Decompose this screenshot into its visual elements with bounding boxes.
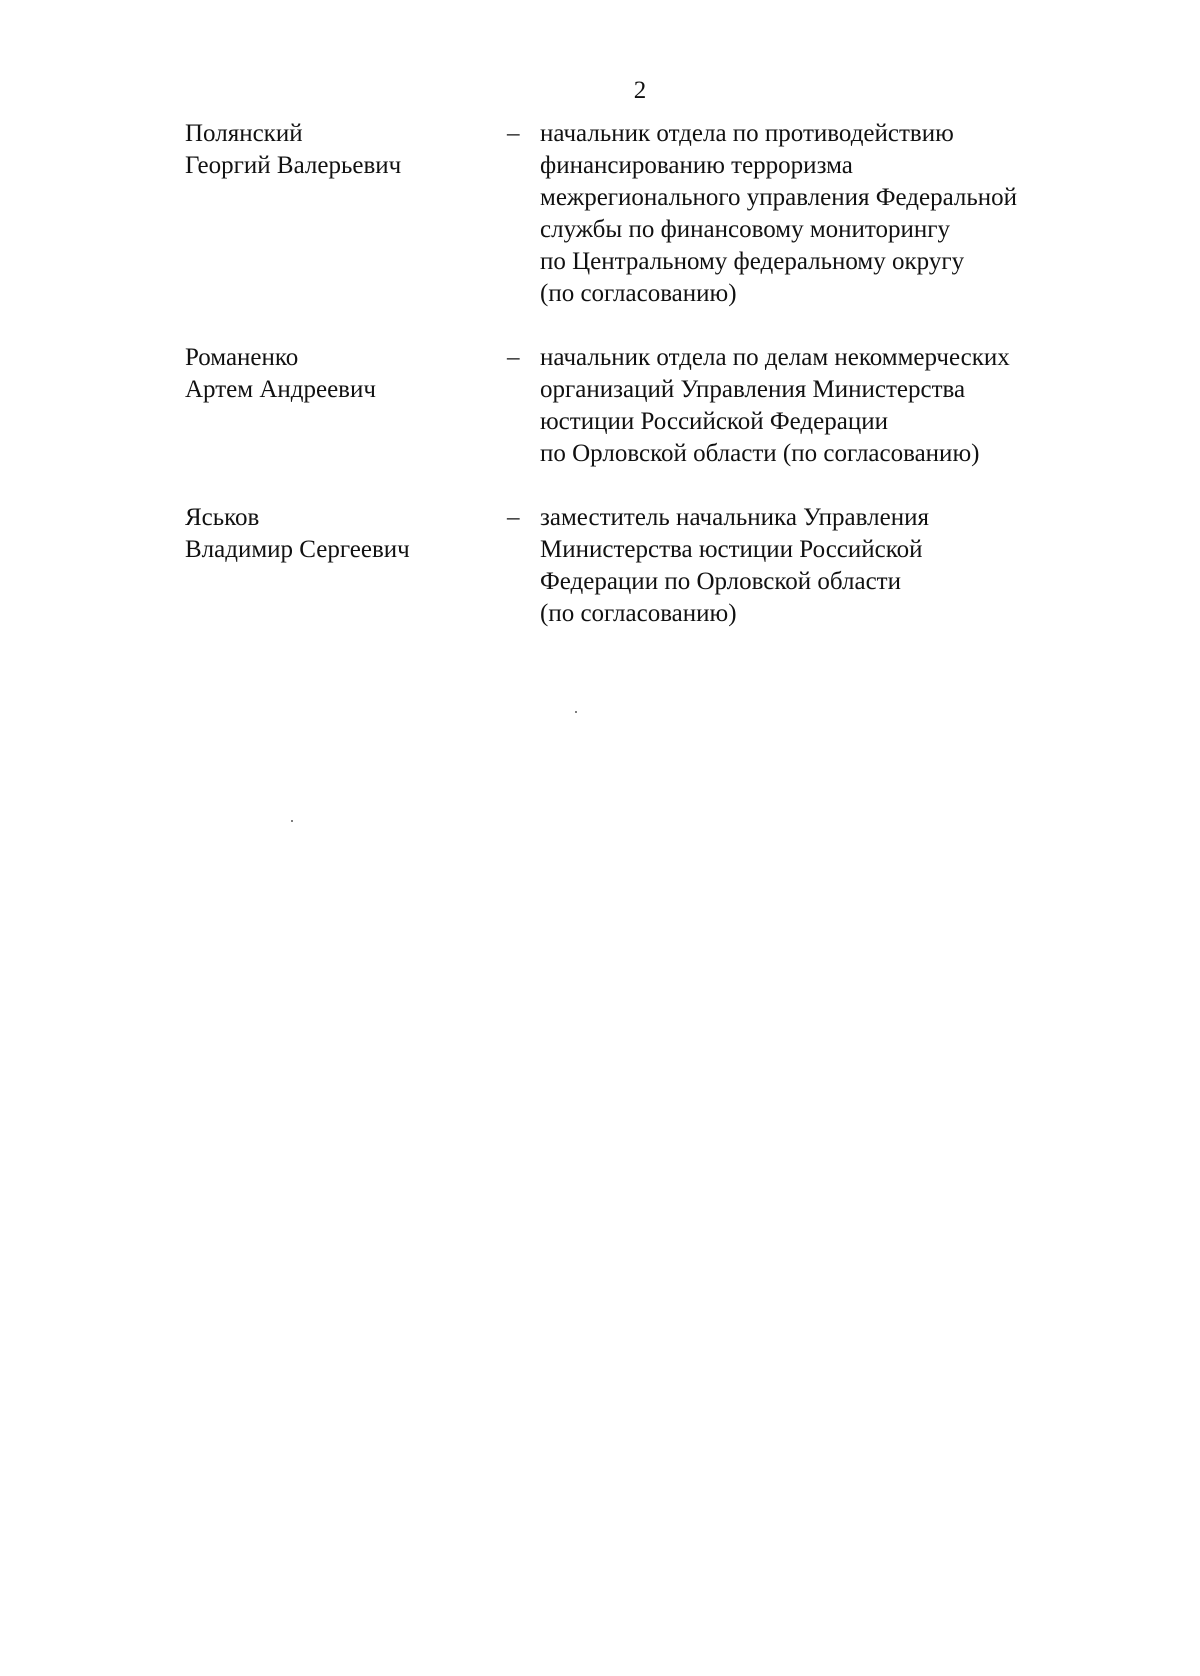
role-line: Федерации по Орловской области bbox=[540, 568, 901, 595]
role-line: начальник отдела по делам некоммерческих bbox=[540, 344, 1010, 371]
role-line: межрегионального управления Федеральной bbox=[540, 184, 1018, 211]
role-line: службы по финансовому мониторингу bbox=[540, 216, 951, 243]
member-name bbox=[185, 342, 485, 406]
member-surname: Яськов bbox=[185, 504, 260, 531]
role-line: финансированию терроризма bbox=[540, 152, 853, 179]
member-name bbox=[185, 118, 485, 182]
member-dash: – bbox=[507, 504, 520, 531]
role-line: по Орловской области (по согласованию) bbox=[540, 440, 980, 467]
role-line: организаций Управления Министерства bbox=[540, 376, 966, 403]
member-given-names: Артем Андреевич bbox=[185, 376, 376, 403]
member-entry bbox=[0, 342, 1200, 470]
member-entry bbox=[0, 118, 1200, 310]
member-dash: – bbox=[507, 344, 520, 371]
role-line: по Центральному федеральному округу bbox=[540, 248, 965, 275]
role-line: заместитель начальника Управления bbox=[540, 504, 929, 531]
member-given-names: Владимир Сергеевич bbox=[185, 536, 410, 563]
member-dash: – bbox=[507, 120, 520, 147]
role-line: Министерства юстиции Российской bbox=[540, 536, 923, 563]
page-number: 2 bbox=[633, 77, 647, 104]
member-list bbox=[0, 118, 1200, 662]
scan-speck bbox=[291, 820, 293, 822]
role-line: (по согласованию) bbox=[540, 280, 737, 307]
member-entry bbox=[0, 502, 1200, 630]
role-line: (по согласованию) bbox=[540, 600, 737, 627]
member-role bbox=[540, 502, 1080, 630]
scan-speck bbox=[575, 711, 577, 713]
role-line: юстиции Российской Федерации bbox=[540, 408, 888, 435]
member-role bbox=[540, 342, 1080, 470]
role-line: начальник отдела по противодействию bbox=[540, 120, 954, 147]
member-name bbox=[185, 502, 485, 566]
member-role bbox=[540, 118, 1080, 310]
member-surname: Полянский bbox=[185, 120, 303, 147]
member-given-names: Георгий Валерьевич bbox=[185, 152, 402, 179]
member-surname: Романенко bbox=[185, 344, 299, 371]
